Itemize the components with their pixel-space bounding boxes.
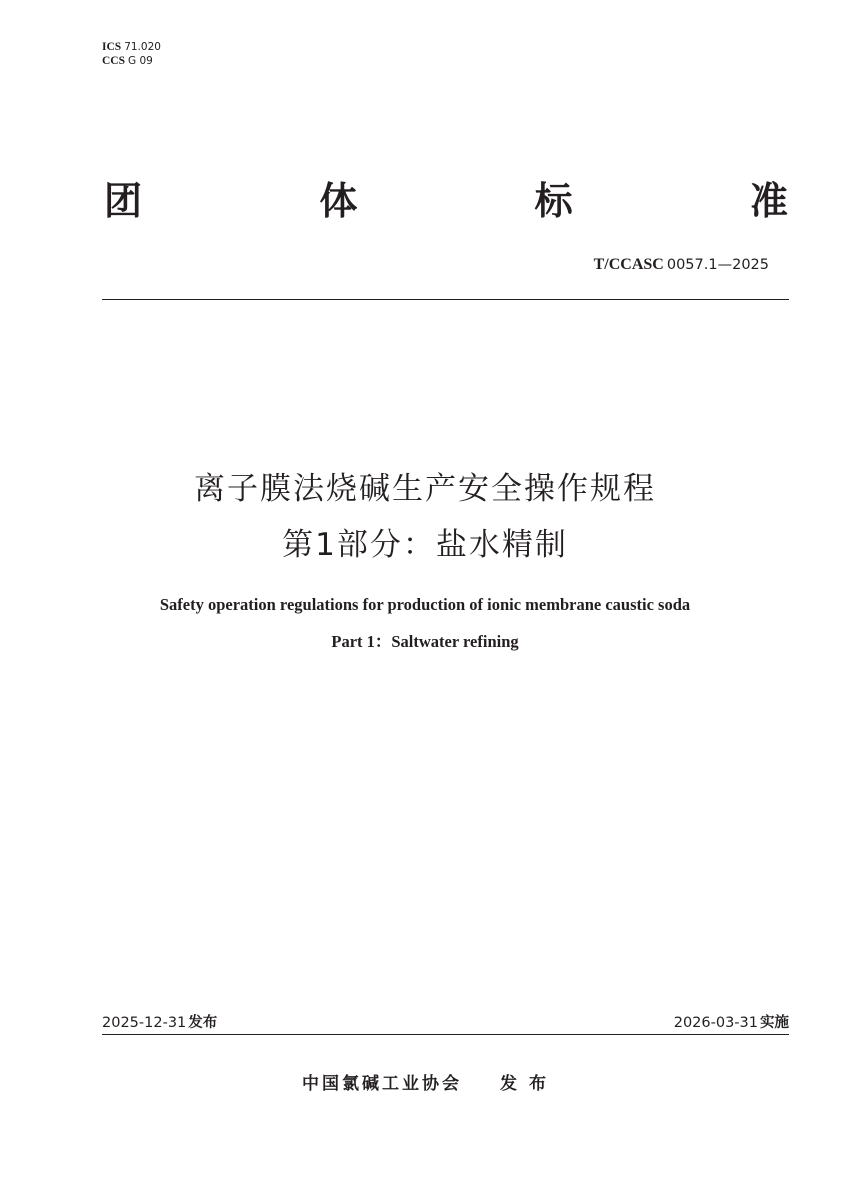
english-title-line-2: Part 1：Saltwater refining bbox=[331, 632, 519, 651]
heading-char: 体 bbox=[319, 179, 358, 223]
ics-label: ICS bbox=[102, 41, 122, 53]
english-title-line-1: Safety operation regulations for production of ionic membrane caustic soda bbox=[159, 595, 691, 614]
bottom-divider bbox=[102, 1034, 789, 1035]
publisher-action: 发布 bbox=[500, 1074, 558, 1094]
ccs-code bbox=[102, 54, 161, 68]
implement-date-label: 实施 bbox=[760, 1015, 789, 1031]
ccs-value: G 09 bbox=[128, 55, 153, 67]
publish-date bbox=[102, 1011, 217, 1032]
classification-codes bbox=[102, 40, 161, 68]
publish-date-value: 2025-12-31 bbox=[102, 1015, 187, 1031]
ics-value: 71.020 bbox=[124, 41, 161, 53]
publish-date-label: 发布 bbox=[188, 1015, 218, 1031]
publisher bbox=[302, 1069, 558, 1094]
implement-date bbox=[674, 1011, 789, 1032]
standard-number-prefix: T/CCASC bbox=[593, 256, 664, 273]
publisher-name: 中国氯碱工业协会 bbox=[302, 1074, 462, 1094]
standard-type-heading bbox=[104, 176, 788, 226]
implement-date-value: 2026-03-31 bbox=[673, 1015, 758, 1031]
heading-char: 准 bbox=[749, 179, 788, 223]
standard-number bbox=[594, 255, 769, 274]
top-divider bbox=[102, 299, 789, 300]
heading-char: 标 bbox=[534, 179, 573, 223]
chinese-title-line-2: 第1部分：盐水精制 bbox=[282, 527, 568, 563]
heading-char: 团 bbox=[104, 179, 143, 223]
chinese-title-line-1: 离子膜法烧碱生产安全操作规程 bbox=[194, 471, 656, 507]
ics-code bbox=[102, 40, 161, 54]
ccs-label: CCS bbox=[102, 55, 126, 67]
standard-number-value: 0057.1—2025 bbox=[666, 257, 769, 273]
